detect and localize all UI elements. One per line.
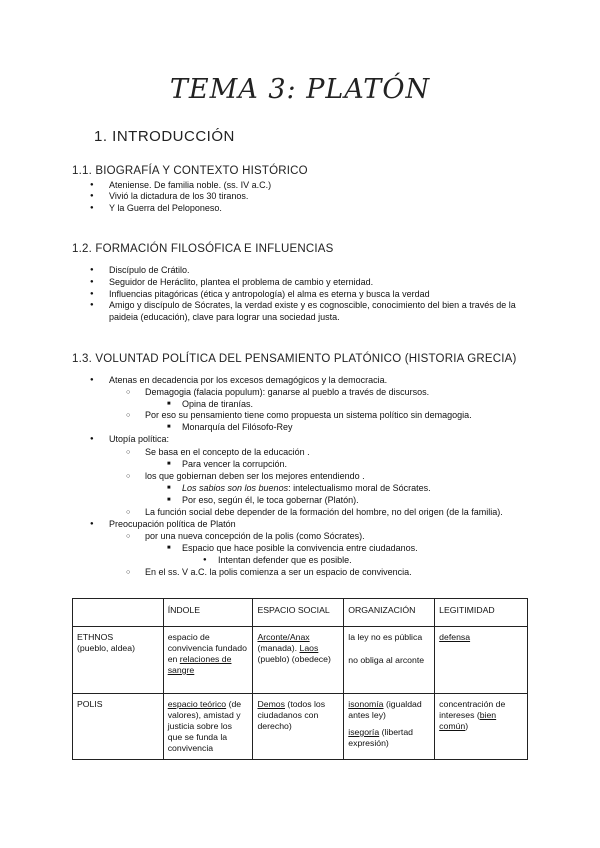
list-item: ○ Demagogia (falacia populum): ganarse al pueblo a través de discursos. bbox=[145, 387, 429, 398]
list-item: ○ Por eso su pensamiento tiene como propuesta un sistema político sin demagogia. bbox=[145, 410, 472, 421]
table-header-cell: ÍNDOLE bbox=[163, 599, 253, 627]
table-cell bbox=[253, 694, 344, 760]
cell-text: (manada). bbox=[257, 643, 298, 653]
table-cell bbox=[435, 694, 528, 760]
list-item: ● Y la Guerra del Peloponeso. bbox=[109, 203, 222, 214]
list-item bbox=[182, 483, 431, 494]
list-item: ● Atenas en decadencia por los excesos demagógicos y la democracia. bbox=[109, 375, 387, 386]
list-item: ● Amigo y discípulo de Sócrates, la verdad existe y es cognoscible, conocimiento del bien a través de la bbox=[109, 300, 516, 311]
row-label: ETHNOS bbox=[77, 632, 114, 642]
underlined-term: isonomía bbox=[348, 699, 384, 709]
cell-text: (todos los ciudadanos con derecho) bbox=[257, 699, 326, 731]
table-cell bbox=[163, 694, 253, 760]
comparison-table bbox=[72, 598, 528, 760]
list-item: ○ La función social debe depender de la formación del hombre, no del origen (de la familia). bbox=[145, 507, 503, 518]
underlined-term: Demos bbox=[257, 699, 285, 709]
list-item: ■ Monarquía del Filósofo-Rey bbox=[182, 422, 293, 433]
row-label: POLIS bbox=[77, 699, 103, 709]
list-item: ■ Para vencer la corrupción. bbox=[182, 459, 287, 470]
cell-text: (libertad expresión) bbox=[348, 727, 413, 748]
table-header-cell bbox=[73, 599, 164, 627]
table-row bbox=[73, 694, 528, 760]
list-item: ● Seguidor de Heráclito, plantea el problema de cambio y eternidad. bbox=[109, 277, 373, 288]
emphasis-text: Los sabios son los buenos bbox=[182, 483, 289, 493]
list-item: ● Influencias pitagóricas (ética y antropología) el alma es eterna y busca la verdad bbox=[109, 289, 430, 300]
cell-text: (de valores), amistad y justicia sobre los que se funda la convivencia bbox=[167, 699, 242, 753]
list-item: ● Ateniense. De familia noble. (ss. IV a.C.) bbox=[109, 180, 271, 191]
underlined-term: Laos bbox=[299, 643, 319, 653]
table-cell bbox=[344, 694, 435, 760]
table-header-cell: LEGITIMIDAD bbox=[435, 599, 528, 627]
underlined-term: espacio teórico bbox=[167, 699, 227, 709]
table-cell bbox=[73, 627, 164, 694]
underlined-term: isegoría bbox=[348, 727, 380, 737]
table-header-cell: ESPACIO SOCIAL bbox=[253, 599, 344, 627]
cell-text: la ley no es pública bbox=[348, 632, 423, 642]
list-item: ● Intentan defender que es posible. bbox=[218, 555, 352, 566]
cell-text: (igualdad antes ley) bbox=[348, 699, 422, 720]
list-item: ○ por una nueva concepción de la polis (como Sócrates). bbox=[145, 531, 365, 542]
table-header-cell: ORGANIZACIÓN bbox=[344, 599, 435, 627]
subsection-heading-formacion: 1.2. FORMACIÓN FILOSÓFICA E INFLUENCIAS bbox=[72, 243, 334, 255]
section-heading-introduccion: 1. INTRODUCCIÓN bbox=[94, 128, 235, 145]
underlined-term: bien común bbox=[439, 710, 497, 731]
underlined-term: Arconte/Anax bbox=[257, 632, 310, 642]
table-cell bbox=[253, 627, 344, 694]
table-row bbox=[73, 627, 528, 694]
list-item: ○ En el ss. V a.C. la polis comienza a ser un espacio de convivencia. bbox=[145, 567, 412, 578]
subsection-heading-voluntad-politica: 1.3. VOLUNTAD POLÍTICA DEL PENSAMIENTO PLATÓNICO (HISTORIA GRECIA) bbox=[72, 353, 517, 365]
list-item: ○ Se basa en el concepto de la educación . bbox=[145, 447, 310, 458]
list-item: ● Discípulo de Crátilo. bbox=[109, 265, 190, 276]
cell-text: (pueblo) (obedece) bbox=[257, 654, 331, 664]
table-header-row bbox=[73, 599, 528, 627]
list-item: ● Utopía política: bbox=[109, 434, 169, 445]
table-cell bbox=[344, 627, 435, 694]
cell-text: ) bbox=[465, 721, 469, 731]
subsection-heading-biografia: 1.1. BIOGRAFÍA Y CONTEXTO HISTÓRICO bbox=[72, 165, 308, 177]
list-item: ○ los que gobiernan deben ser los mejores entendiendo . bbox=[145, 471, 365, 482]
table-cell bbox=[73, 694, 164, 760]
table-cell bbox=[163, 627, 253, 694]
list-item: ● Preocupación política de Platón bbox=[109, 519, 236, 530]
cell-text: espacio de convivencia fundado en bbox=[167, 632, 247, 664]
underlined-term: defensa bbox=[439, 632, 471, 642]
row-sublabel: (pueblo, aldea) bbox=[77, 643, 135, 653]
page-title: TEMA 3: PLATÓN bbox=[169, 74, 431, 105]
cell-text: concentración de intereses ( bbox=[439, 699, 506, 720]
list-item-continuation: paideia (educación), clave para lograr una sociedad justa. bbox=[109, 312, 340, 322]
underlined-term: relaciones de sangre bbox=[167, 654, 232, 675]
cell-text: no obliga al arconte bbox=[348, 655, 425, 665]
list-item: ■ Opina de tiranías. bbox=[182, 399, 253, 410]
list-item: ● Vivió la dictadura de los 30 tiranos. bbox=[109, 191, 248, 202]
list-item: ■ Por eso, según él, le toca gobernar (Platón). bbox=[182, 495, 359, 506]
list-item-text: : intelectualismo moral de Sócrates. bbox=[288, 483, 431, 493]
list-item: ■ Espacio que hace posible la convivencia entre ciudadanos. bbox=[182, 543, 418, 554]
table-cell bbox=[435, 627, 528, 694]
